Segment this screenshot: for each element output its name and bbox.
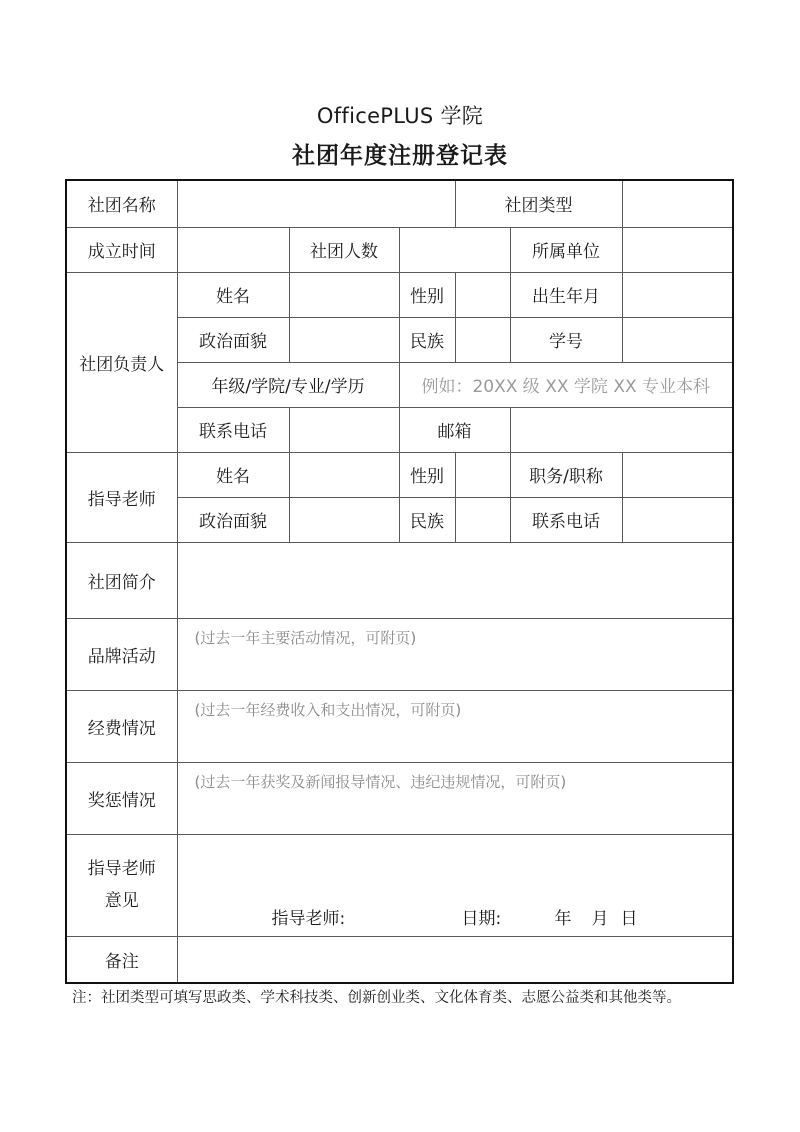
registration-form-table [65,179,734,984]
day-label: 日 [620,908,638,929]
year-label: 年 [554,908,572,929]
club-type-label: 社团类型 [455,180,622,227]
remarks-field[interactable] [177,936,733,983]
leader-email-field[interactable] [510,407,733,452]
club-name-label: 社团名称 [66,180,177,227]
month-label: 月 [591,908,609,929]
affiliation-label: 所属单位 [510,227,622,272]
finance-field[interactable] [177,690,733,762]
reward-row [66,762,733,834]
leader-political-field[interactable] [289,317,399,362]
club-type-field[interactable] [622,180,733,227]
advisor-section-label: 指导老师 [66,452,177,542]
organization-name: OfficePLUS 学院 [316,104,484,128]
founded-field[interactable] [177,227,289,272]
form-title: 社团年度注册登记表 [292,143,508,169]
leader-birth-field[interactable] [622,272,733,317]
advisor-phone-field[interactable] [622,497,733,542]
footnote: 注：社团类型可填写思政类、学术科技类、创新创业类、文化体育类、志愿公益类和其他类等。 [72,990,681,1006]
advisor-name-label: 姓名 [177,452,289,497]
signer-label: 指导老师: [271,908,346,929]
affiliation-field[interactable] [622,227,733,272]
date-label: 日期: [461,908,502,929]
members-label: 社团人数 [289,227,399,272]
leader-name-field[interactable] [289,272,399,317]
leader-name-label: 姓名 [177,272,289,317]
remarks-label: 备注 [66,936,177,983]
advisor-position-label: 职务/职称 [510,452,622,497]
club-basic-row-1 [66,180,733,227]
opinion-label-line1: 指导老师 [87,859,156,879]
founded-label: 成立时间 [66,227,177,272]
advisor-gender-field[interactable] [455,452,510,497]
brand-field[interactable] [177,618,733,690]
leader-ethnicity-field[interactable] [455,317,510,362]
leader-gender-field[interactable] [455,272,510,317]
education-example-text: 例如：20XX 级 XX 学院 XX 专业本科 [421,377,711,397]
advisor-gender-label: 性别 [399,452,455,497]
opinion-field[interactable] [177,834,733,936]
advisor-position-field[interactable] [622,452,733,497]
signature-line [178,904,733,928]
advisor-ethnicity-label: 民族 [399,497,455,542]
leader-political-label: 政治面貌 [177,317,289,362]
intro-label: 社团简介 [66,542,177,618]
opinion-label-line2: 意见 [104,891,139,911]
brand-row [66,618,733,690]
leader-ethnicity-label: 民族 [399,317,455,362]
leader-birth-label: 出生年月 [510,272,622,317]
members-field[interactable] [399,227,510,272]
advisor-phone-label: 联系电话 [510,497,622,542]
remarks-row [66,936,733,983]
intro-field[interactable] [177,542,733,618]
leader-education-label: 年级/学院/专业/学历 [177,362,399,407]
advisor-name-field[interactable] [289,452,399,497]
leader-email-label: 邮箱 [399,407,510,452]
opinion-row [66,834,733,936]
reward-hint: (过去一年获奖及新闻报导情况、违纪违规情况，可附页) [194,772,567,791]
reward-field[interactable] [177,762,733,834]
advisor-political-label: 政治面貌 [177,497,289,542]
intro-row [66,542,733,618]
reward-label: 奖惩情况 [66,762,177,834]
club-basic-row-2 [66,227,733,272]
club-name-field[interactable] [177,180,455,227]
leader-phone-label: 联系电话 [177,407,289,452]
advisor-political-field[interactable] [289,497,399,542]
leader-gender-label: 性别 [399,272,455,317]
finance-row [66,690,733,762]
advisor-ethnicity-field[interactable] [455,497,510,542]
leader-row-1 [66,272,733,317]
leader-student-id-label: 学号 [510,317,622,362]
leader-phone-field[interactable] [289,407,399,452]
leader-education-field[interactable] [399,362,733,407]
leader-student-id-field[interactable] [622,317,733,362]
leader-section-label: 社团负责人 [66,272,177,452]
brand-hint: (过去一年主要活动情况，可附页) [194,628,417,647]
opinion-label [66,834,177,936]
brand-label: 品牌活动 [66,618,177,690]
finance-hint: (过去一年经费收入和支出情况，可附页) [194,700,462,719]
finance-label: 经费情况 [66,690,177,762]
advisor-row-1 [66,452,733,497]
